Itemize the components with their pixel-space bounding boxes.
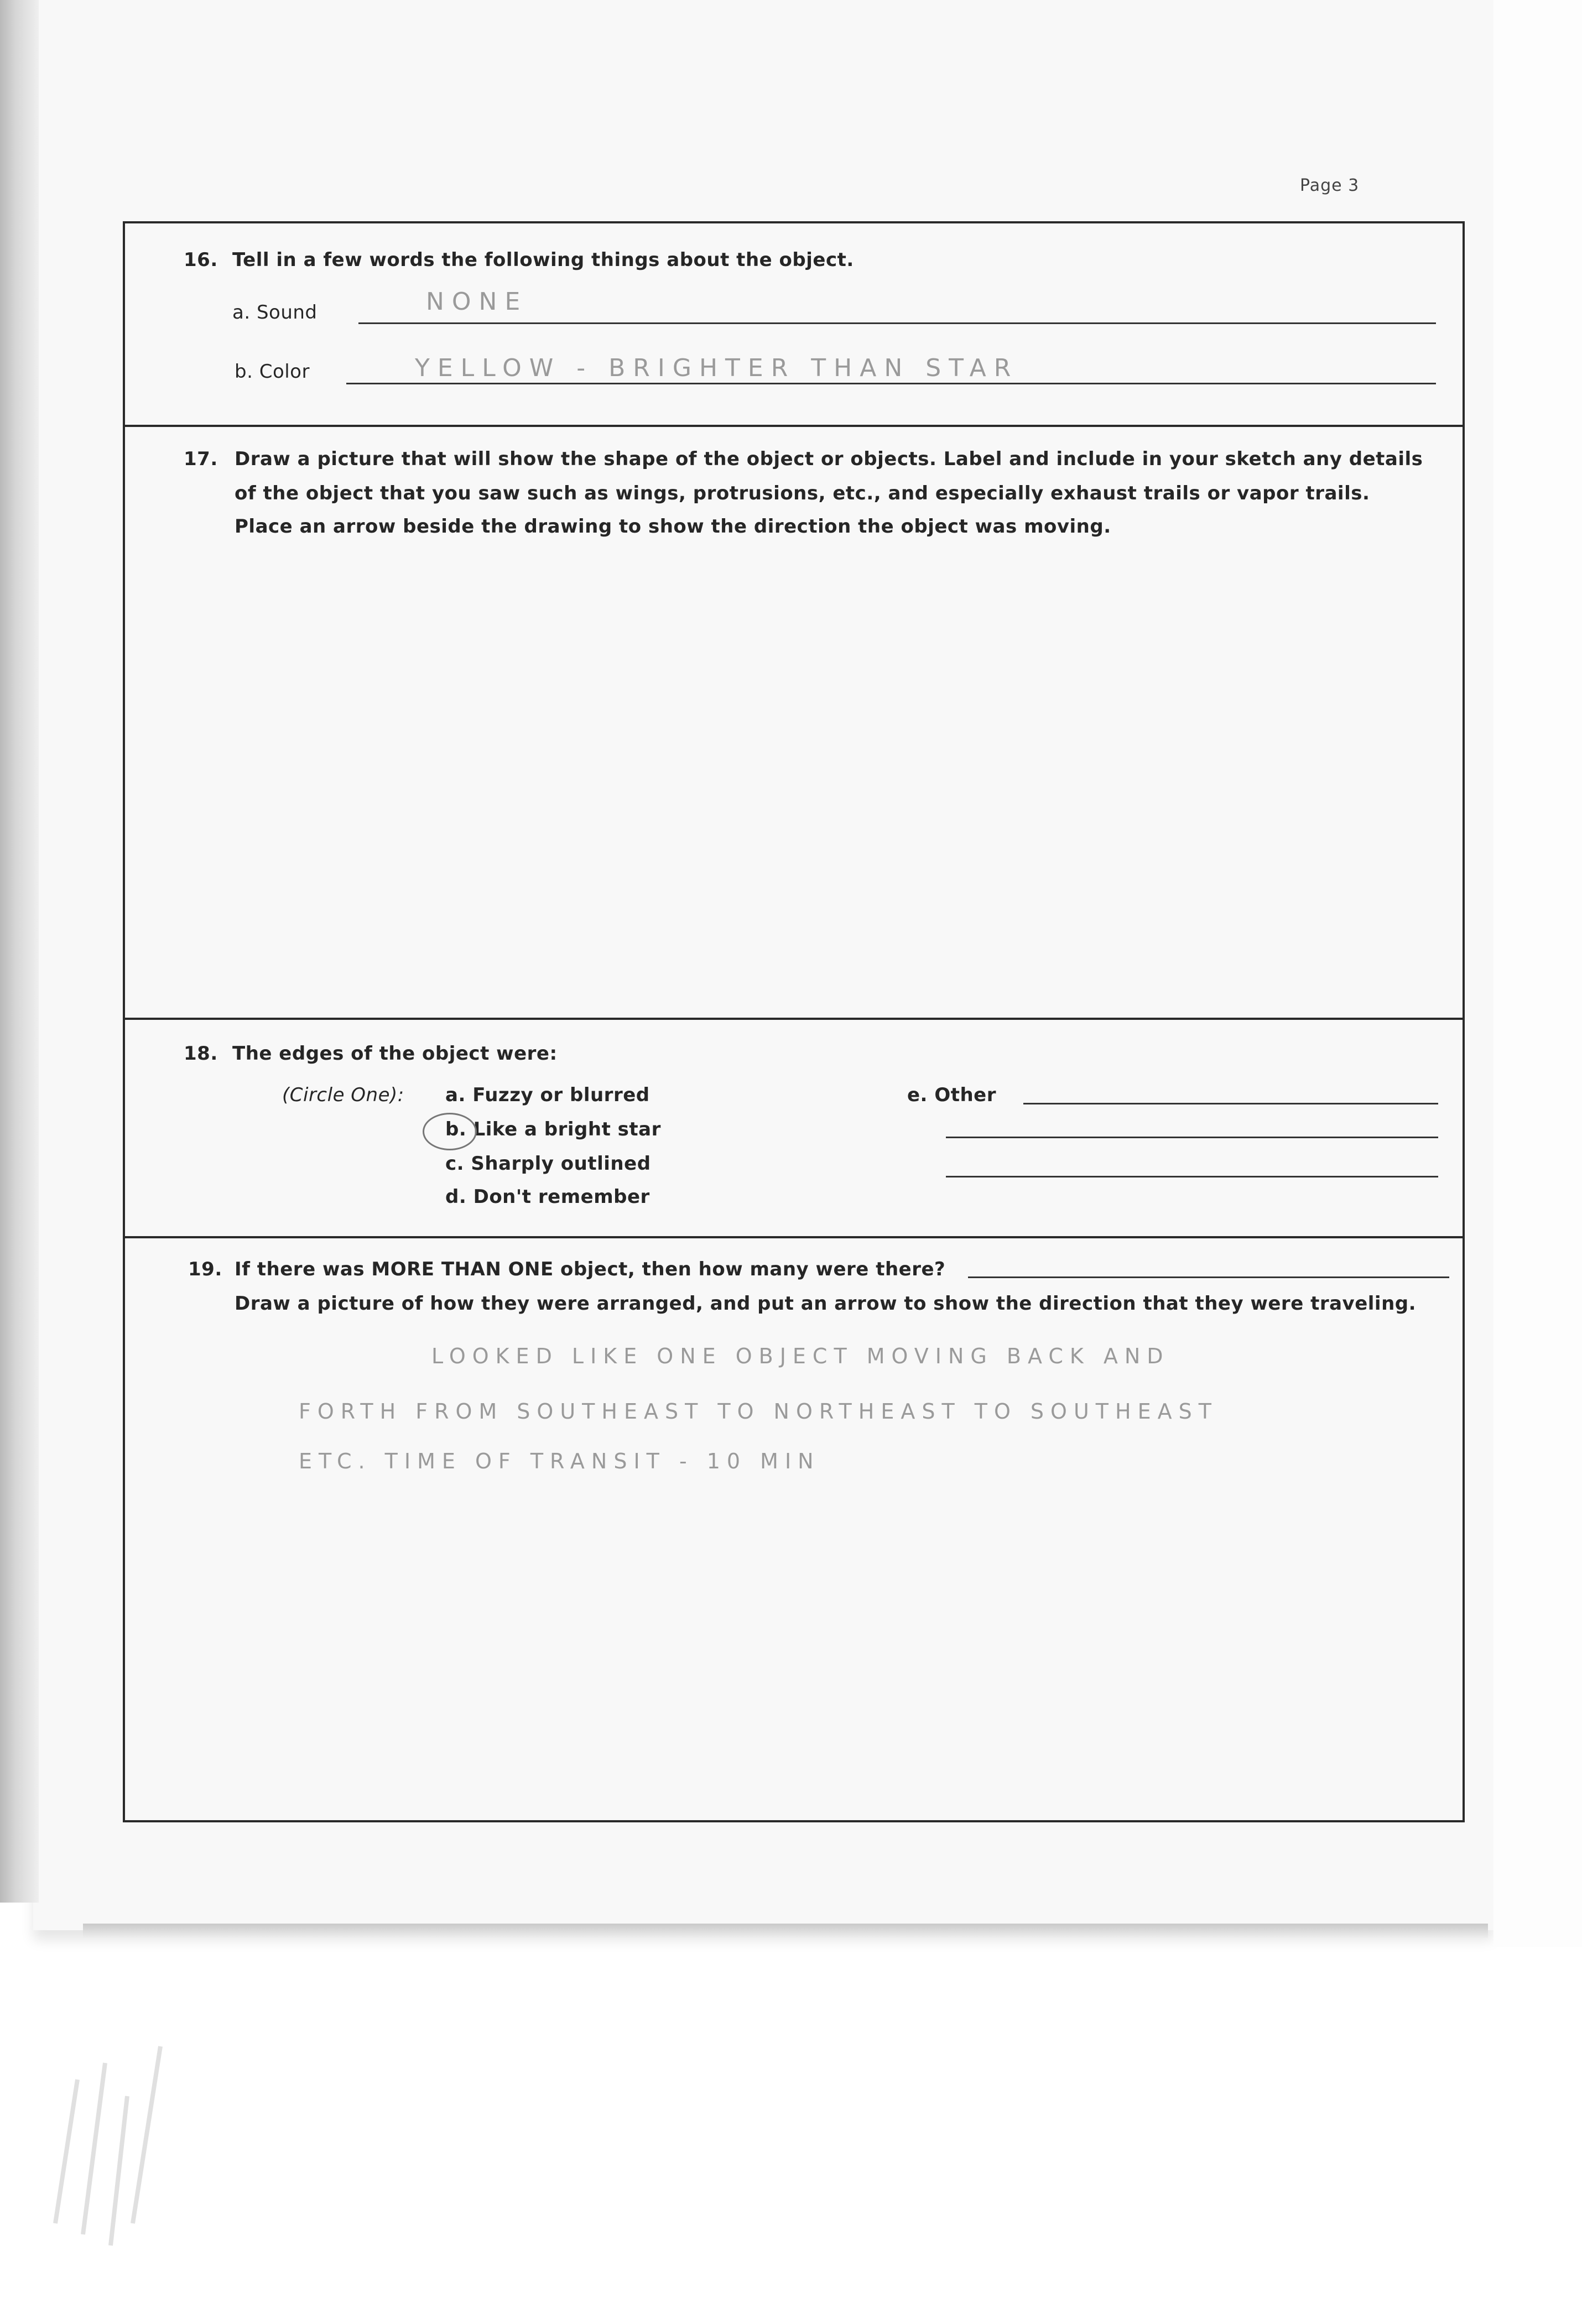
q18-other-line-1[interactable] xyxy=(1023,1103,1438,1104)
q16-color-answer[interactable]: YELLOW - BRIGHTER THAN STAR xyxy=(415,354,1019,382)
divider-17-18 xyxy=(123,1018,1465,1020)
q18-option-a[interactable]: a. Fuzzy or blurred xyxy=(445,1084,650,1106)
film-smudge-mark xyxy=(44,2013,188,2257)
q18-option-c[interactable]: c. Sharply outlined xyxy=(445,1153,651,1175)
q17-line-1: Draw a picture that will show the shape of the object or objects. Label and include in your sketch any details xyxy=(235,448,1423,470)
q16-sound-label: a. Sound xyxy=(232,301,318,324)
q18-other-line-3[interactable] xyxy=(946,1176,1438,1177)
q19-answer-line-2[interactable]: FORTH FROM SOUTHEAST TO NORTHEAST TO SOUTHEAST xyxy=(299,1399,1218,1424)
q19-number: 19. xyxy=(188,1258,222,1280)
q17-sketch-area[interactable] xyxy=(127,545,1460,1018)
divider-18-19 xyxy=(123,1236,1465,1238)
left-edge-shadow xyxy=(0,0,39,1903)
q16-sound-line xyxy=(358,322,1436,324)
q18-other-label: e. Other xyxy=(907,1084,997,1106)
q18-option-d[interactable]: d. Don't remember xyxy=(445,1186,650,1208)
q19-line-1: If there was MORE THAN ONE object, then how many were there? xyxy=(235,1258,946,1280)
q16-sound-answer[interactable]: NONE xyxy=(426,288,528,316)
q19-line-2: Draw a picture of how they were arranged, and put an arrow to show the direction that they were traveling. xyxy=(235,1293,1417,1315)
q18-prompt: The edges of the object were: xyxy=(232,1043,558,1065)
page-number: Page 3 xyxy=(1300,176,1360,195)
q16-number: 16. xyxy=(184,249,218,271)
q18-option-b[interactable]: b. Like a bright star xyxy=(445,1118,661,1140)
right-margin xyxy=(1493,0,1582,1947)
q17-line-2: of the object that you saw such as wings, protrusions, etc., and especially exhaust trails or vapor trails. xyxy=(235,482,1370,504)
q16-prompt: Tell in a few words the following things about the object. xyxy=(232,249,854,271)
q18-other-line-2[interactable] xyxy=(946,1137,1438,1138)
q19-count-line[interactable] xyxy=(968,1276,1449,1278)
q18-number: 18. xyxy=(184,1043,218,1065)
q19-answer-line-3[interactable]: ETC. TIME OF TRANSIT - 10 MIN xyxy=(299,1449,820,1473)
divider-16-17 xyxy=(123,425,1465,427)
q16-color-line xyxy=(346,383,1436,384)
sheet-bottom-edge xyxy=(83,1924,1488,1938)
q18-instruction: (Circle One): xyxy=(282,1084,404,1106)
q16-color-label: b. Color xyxy=(235,361,310,383)
q17-number: 17. xyxy=(184,448,218,470)
q17-line-3: Place an arrow beside the drawing to show the direction the object was moving. xyxy=(235,515,1111,538)
q19-answer-line-1[interactable]: LOOKED LIKE ONE OBJECT MOVING BACK AND xyxy=(431,1344,1170,1368)
q18-option-b-circle xyxy=(423,1113,477,1150)
